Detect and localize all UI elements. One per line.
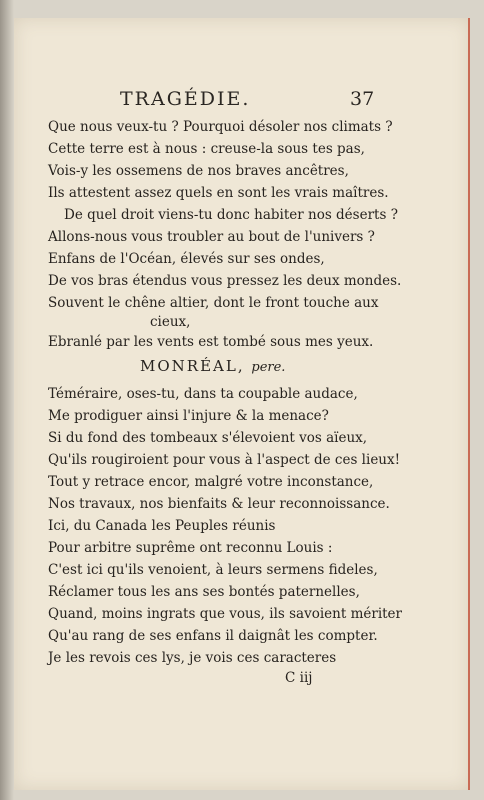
verse-line: Ils attestent assez quels en sont les vrais maîtres. (48, 185, 389, 201)
signature-mark: C iij (285, 670, 313, 686)
speaker-name: MONRÉAL, (140, 357, 245, 375)
verse-line: Me prodiguer ainsi l'injure & la menace? (48, 408, 329, 424)
speaker-heading (140, 357, 285, 375)
verse-line: Téméraire, oses-tu, dans ta coupable audace, (48, 386, 358, 402)
verse-line: Ebranlé par les vents est tombé sous mes yeux. (48, 334, 374, 350)
page-number: 37 (350, 88, 375, 110)
book-gutter-shadow (0, 0, 14, 800)
verse-line: Vois-y les ossemens de nos braves ancêtres, (48, 163, 349, 179)
verse-line: Je les revois ces lys, je vois ces caracteres (48, 650, 337, 666)
verse-line: Si du fond des tombeaux s'élevoient vos aïeux, (48, 430, 368, 446)
speaker-role: pere. (251, 360, 286, 375)
verse-line-continuation: cieux, (150, 314, 191, 330)
verse-line: C'est ici qu'ils venoient, à leurs sermens fideles, (48, 562, 378, 578)
verse-line: Pour arbitre suprême ont reconnu Louis : (48, 540, 333, 556)
verse-line: Réclamer tous les ans ses bontés paternelles, (48, 584, 360, 600)
verse-line: Que nous veux-tu ? Pourquoi désoler nos climats ? (48, 119, 393, 135)
verse-line: Allons-nous vous troubler au bout de l'univers ? (48, 229, 375, 245)
verse-line: Enfans de l'Océan, élevés sur ses ondes, (48, 251, 325, 267)
verse-line: Qu'ils rougiroient pour vous à l'aspect de ces lieux! (48, 452, 401, 468)
running-title: TRAGÉDIE. (120, 88, 251, 110)
verse-line: De vos bras étendus vous pressez les deux mondes. (48, 273, 402, 289)
verse-line: De quel droit viens-tu donc habiter nos déserts ? (64, 207, 398, 223)
verse-line: Qu'au rang de ses enfans il daignât les compter. (48, 628, 378, 644)
verse-line: Cette terre est à nous : creuse-la sous tes pas, (48, 141, 365, 157)
verse-line: Tout y retrace encor, malgré votre inconstance, (48, 474, 374, 490)
page-header (0, 88, 484, 112)
verse-line: Souvent le chêne altier, dont le front touche aux (48, 295, 379, 311)
verse-line: Quand, moins ingrats que vous, ils savoient mériter (48, 606, 402, 622)
verse-line: Nos travaux, nos bienfaits & leur reconnoissance. (48, 496, 390, 512)
verse-line: Ici, du Canada les Peuples réunis (48, 518, 276, 534)
